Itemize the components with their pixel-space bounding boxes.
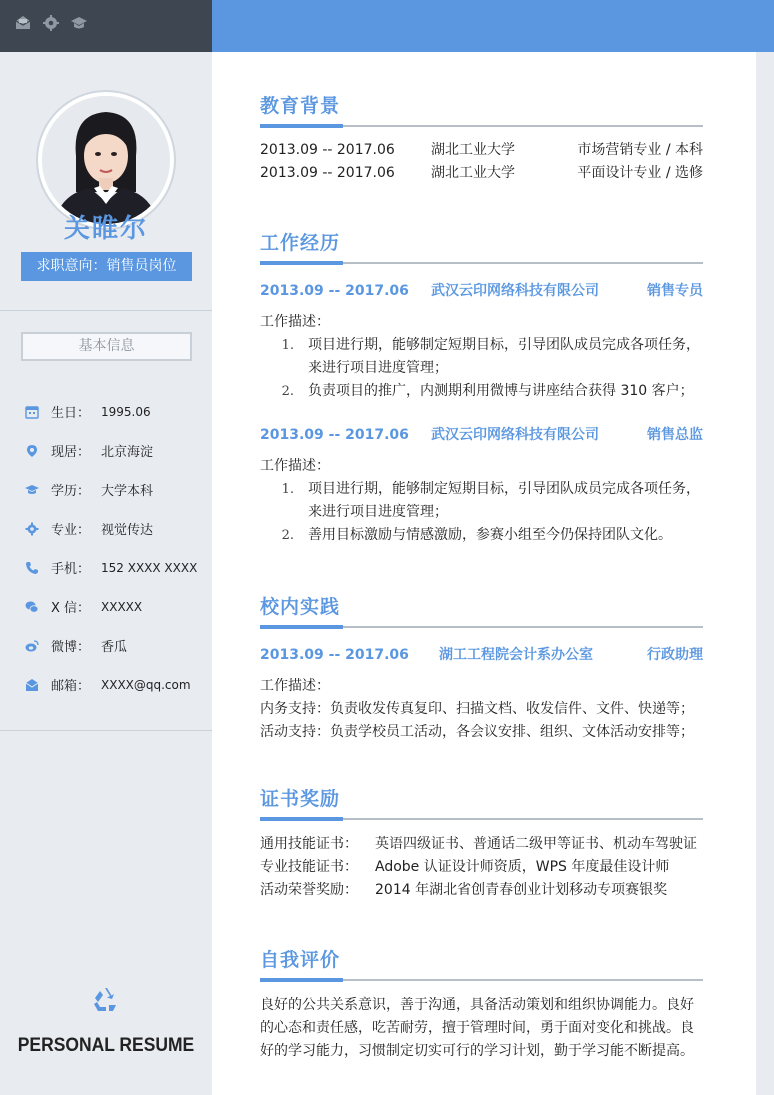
edu-school: 湖北工业大学 xyxy=(431,165,515,181)
self-eval-line: 良好的公共关系意识，善于沟通，具备活动策划和组织协调能力。良好 xyxy=(260,997,694,1013)
certificate-row xyxy=(260,879,703,902)
cert-label: 专业技能证书： xyxy=(260,859,358,875)
info-value: 香瓜 xyxy=(101,640,128,655)
list-text: 负责项目的推广，内测期利用微博与讲座结合获得 310 客户； xyxy=(308,383,694,399)
info-value: 北京海淀 xyxy=(101,445,154,460)
sidebar xyxy=(0,52,212,1095)
list-text: 来进行项目进度管理； xyxy=(308,360,448,376)
section-title: 自我评价 xyxy=(260,949,341,971)
job-intent-badge: 求职意向：销售员岗位 xyxy=(21,252,192,281)
work-section xyxy=(260,229,703,547)
job-date: 2013.09 -- 2017.06 xyxy=(260,427,409,443)
job-date: 2013.09 -- 2017.06 xyxy=(260,283,409,299)
profile-name: 关睢尔 xyxy=(63,214,148,244)
info-value: 视觉传达 xyxy=(101,523,154,538)
list-number: 2. xyxy=(281,384,294,399)
avatar xyxy=(42,96,170,224)
certificate-row xyxy=(260,833,703,856)
info-label: 专业： xyxy=(51,523,91,538)
list-item xyxy=(260,380,703,403)
job-company: 武汉云印网络科技有限公司 xyxy=(431,283,599,299)
cert-value: Adobe 认证设计师资质，WPS 年度最佳设计师 xyxy=(375,859,670,875)
section-rule xyxy=(260,124,703,128)
phone-icon xyxy=(24,560,40,576)
cert-value: 英语四级证书、普通话二级甲等证书、机动车驾驶证 xyxy=(375,836,697,852)
info-row-email xyxy=(24,665,204,704)
edu-date: 2013.09 -- 2017.06 xyxy=(260,165,395,181)
list-item xyxy=(260,478,703,524)
basic-info-heading: 基本信息 xyxy=(21,332,192,361)
personal-info-list xyxy=(24,392,204,704)
job-date: 2013.09 -- 2017.06 xyxy=(260,647,409,663)
sidebar-divider xyxy=(0,310,212,311)
section-rule xyxy=(260,978,703,982)
section-rule xyxy=(260,261,703,265)
info-value: 1995.06 xyxy=(101,404,151,419)
info-row-phone xyxy=(24,548,204,587)
section-title: 工作经历 xyxy=(260,232,341,254)
info-label: 学历： xyxy=(51,484,91,499)
certificate-row xyxy=(260,856,703,879)
certificates-section xyxy=(260,785,703,902)
list-item xyxy=(260,334,703,380)
edu-date: 2013.09 -- 2017.06 xyxy=(260,142,395,158)
job-role: 销售总监 xyxy=(647,427,703,443)
self-eval-line: 的心态和责任感，吃苦耐劳，擅于管理时间，勇于面对变化和挑战。良 xyxy=(260,1020,694,1036)
campus-section xyxy=(260,593,703,744)
list-text: 来进行项目进度管理； xyxy=(308,504,448,520)
job-header xyxy=(260,643,703,667)
info-value: XXXXX xyxy=(101,599,143,614)
right-margin-strip xyxy=(756,52,774,1095)
gear-icon xyxy=(24,521,40,537)
self-evaluation-section xyxy=(260,946,703,1063)
cert-label: 通用技能证书： xyxy=(260,836,358,852)
job-desc-label: 工作描述： xyxy=(260,678,330,694)
job-header xyxy=(260,423,703,447)
job-desc-label: 工作描述： xyxy=(260,458,330,474)
job-desc-label: 工作描述： xyxy=(260,314,330,330)
list-text: 善用目标激励与情感激励，参赛小组至今仍保持团队文化。 xyxy=(308,527,672,543)
self-eval-line: 好的学习能力，习惯制定切实可行的学习计划，勤于学习能不断提高。 xyxy=(260,1043,694,1059)
info-value: XXXX@qq.com xyxy=(101,677,191,692)
mail-icon xyxy=(24,677,40,693)
info-row-birthday xyxy=(24,392,204,431)
edu-major: 平面设计专业 / 选修 xyxy=(577,165,703,181)
info-label: 手机： xyxy=(51,562,91,577)
graduation-cap-icon xyxy=(70,14,88,36)
section-rule xyxy=(260,817,703,821)
edu-major: 市场营销专业 / 本科 xyxy=(577,142,703,158)
info-value: 大学本科 xyxy=(101,484,154,499)
resume-footer-title: PERSONAL RESUME xyxy=(17,1035,195,1056)
gear-icon xyxy=(42,14,60,36)
location-icon xyxy=(24,443,40,459)
job-company: 武汉云印网络科技有限公司 xyxy=(431,427,599,443)
info-label: X 信： xyxy=(51,601,91,616)
header-icon-row xyxy=(14,14,88,36)
info-row-wechat xyxy=(24,587,204,626)
section-rule xyxy=(260,625,703,629)
edu-school: 湖北工业大学 xyxy=(431,142,515,158)
job-company: 湖工工程院会计系办公室 xyxy=(439,647,593,663)
header-dark-band xyxy=(0,0,212,52)
cert-value: 2014 年湖北省创青春创业计划移动专项赛银奖 xyxy=(375,882,668,898)
list-number: 1. xyxy=(281,338,294,353)
education-row xyxy=(260,162,703,185)
info-label: 生日： xyxy=(51,406,91,421)
section-title: 证书奖励 xyxy=(260,788,341,810)
cert-label: 活动荣誉奖励： xyxy=(260,882,358,898)
campus-line: 活动支持：负责学校员工活动，各会议安排、组织、文体活动安排等； xyxy=(260,724,694,740)
job-header xyxy=(260,279,703,303)
calendar-icon xyxy=(24,404,40,420)
graduation-cap-icon xyxy=(24,482,40,498)
mail-icon xyxy=(14,14,32,36)
header-accent-band xyxy=(212,0,774,52)
list-number: 2. xyxy=(281,528,294,543)
section-title: 教育背景 xyxy=(260,95,341,117)
info-label: 邮箱： xyxy=(51,679,91,694)
list-item xyxy=(260,524,703,547)
education-row xyxy=(260,139,703,162)
info-row-major xyxy=(24,509,204,548)
info-row-residence xyxy=(24,431,204,470)
job-role: 行政助理 xyxy=(647,647,703,663)
campus-line: 内务支持：负责收发传真复印、扫描文档、收发信件、文件、快递等； xyxy=(260,701,694,717)
sidebar-divider xyxy=(0,730,212,731)
education-section xyxy=(260,92,703,185)
info-label: 现居： xyxy=(51,445,91,460)
info-row-weibo xyxy=(24,626,204,665)
info-row-education xyxy=(24,470,204,509)
list-text: 项目进行期，能够制定短期目标，引导团队成员完成各项任务， xyxy=(308,481,700,497)
job-role: 销售专员 xyxy=(647,283,703,299)
list-number: 1. xyxy=(281,482,294,497)
list-text: 项目进行期，能够制定短期目标，引导团队成员完成各项任务， xyxy=(308,337,700,353)
chat-icon xyxy=(24,599,40,615)
info-label: 微博： xyxy=(51,640,91,655)
section-title: 校内实践 xyxy=(260,596,341,618)
info-value: 152 XXXX XXXX xyxy=(101,560,198,575)
recycle-icon xyxy=(90,985,120,1015)
weibo-icon xyxy=(24,638,40,654)
